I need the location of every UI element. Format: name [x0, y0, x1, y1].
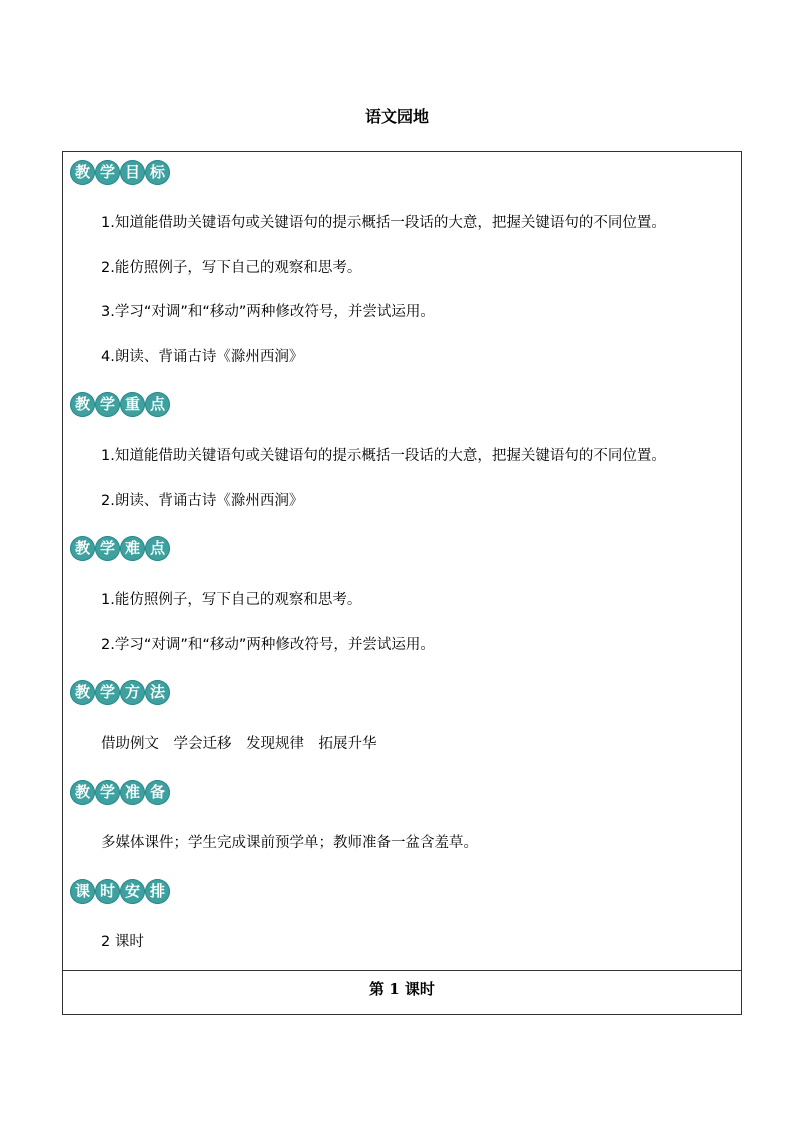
heading-badge: 点	[145, 536, 170, 561]
lesson-plan-table	[62, 151, 742, 1015]
heading-badge: 备	[145, 780, 170, 805]
heading-badge: 课	[70, 879, 95, 904]
key-point-item: 2.朗读、背诵古诗《滁州西涧》	[101, 493, 304, 509]
section-heading-difficulties	[70, 536, 170, 562]
heading-badge: 教	[70, 536, 95, 561]
heading-badge: 时	[95, 879, 120, 904]
heading-badge: 难	[120, 536, 145, 561]
heading-badge: 学	[95, 680, 120, 705]
heading-badge: 法	[145, 680, 170, 705]
heading-badge: 学	[95, 392, 120, 417]
section-heading-preparation	[70, 780, 170, 806]
difficulty-item: 1.能仿照例子，写下自己的观察和思考。	[101, 592, 362, 608]
heading-badge: 方	[120, 680, 145, 705]
method-item: 借助例文 学会迁移 发现规律 拓展升华	[101, 736, 377, 752]
section-heading-schedule	[70, 879, 170, 905]
section-heading-key-points	[70, 392, 170, 418]
objective-item: 4.朗读、背诵古诗《滁州西涧》	[101, 349, 304, 365]
heading-badge: 安	[120, 879, 145, 904]
heading-badge: 学	[95, 160, 120, 185]
key-point-item: 1.知道能借助关键语句或关键语句的提示概括一段话的大意，把握关键语句的不同位置。	[101, 448, 666, 464]
heading-badge: 准	[120, 780, 145, 805]
table-row-divider	[63, 970, 741, 971]
lesson-number-heading: 第 1 课时	[369, 980, 435, 998]
heading-badge: 标	[145, 160, 170, 185]
section-heading-objectives	[70, 160, 170, 186]
heading-badge: 点	[145, 392, 170, 417]
heading-badge: 教	[70, 780, 95, 805]
heading-badge: 学	[95, 536, 120, 561]
heading-badge: 重	[120, 392, 145, 417]
heading-badge: 教	[70, 160, 95, 185]
difficulty-item: 2.学习“对调”和“移动”两种修改符号，并尝试运用。	[101, 637, 435, 653]
heading-badge: 目	[120, 160, 145, 185]
page-title: 语文园地	[364, 107, 429, 126]
heading-badge: 排	[145, 879, 170, 904]
heading-badge: 教	[70, 392, 95, 417]
preparation-item: 多媒体课件；学生完成课前预学单；教师准备一盆含羞草。	[101, 835, 478, 851]
schedule-item: 2 课时	[101, 934, 144, 950]
objective-item: 2.能仿照例子，写下自己的观察和思考。	[101, 260, 362, 276]
heading-badge: 学	[95, 780, 120, 805]
objective-item: 1.知道能借助关键语句或关键语句的提示概括一段话的大意，把握关键语句的不同位置。	[101, 215, 666, 231]
heading-badge: 教	[70, 680, 95, 705]
objective-item: 3.学习“对调”和“移动”两种修改符号，并尝试运用。	[101, 304, 435, 320]
section-heading-methods	[70, 680, 170, 706]
